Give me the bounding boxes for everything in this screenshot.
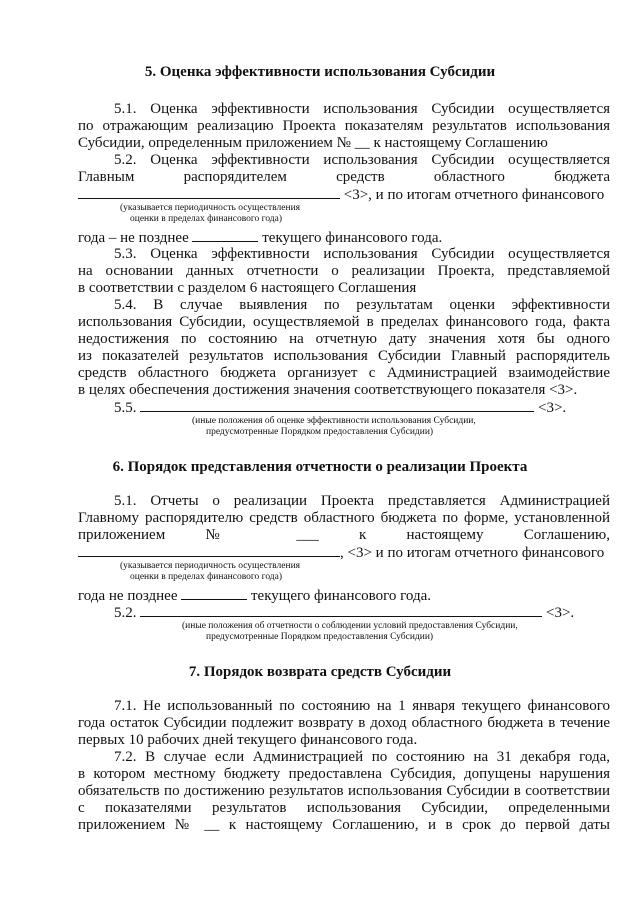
p5-1-line-2: по отражающим реализацию Проекта показателям результатов использования bbox=[78, 118, 610, 134]
p5-5-blank bbox=[140, 398, 534, 412]
p5-3-line-3: в соответствии с разделом 6 настоящего Соглашения bbox=[78, 280, 417, 296]
p5-2-note-1: (указывается периодичность осуществления bbox=[120, 203, 301, 213]
p6-2-blank bbox=[140, 603, 542, 617]
p5-5-note-2: предусмотренные Порядком предоставления Субсидии) bbox=[206, 427, 434, 437]
report-period-blank bbox=[78, 543, 340, 557]
p5-4-line-1: 5.4. В случае выявления по результатам оценки эффективности bbox=[114, 297, 610, 313]
p5-2-line-1: 5.2. Оценка эффективности использования Субсидии осуществляется bbox=[114, 152, 610, 168]
p5-2-deadline-suffix: текущего финансового года. bbox=[262, 230, 443, 246]
p7-2-line-1: 7.2. В случае если Администрацией по состоянию на 31 декабря года, bbox=[114, 749, 610, 765]
p6-2-note-1: (иные положения об отчетности о соблюдении условий предоставления Субсидии, bbox=[182, 621, 518, 631]
p5-4-line-2: использования Субсидии, осуществляемой в пределах финансового года, факта bbox=[78, 314, 610, 330]
p7-2-line-3: обязательств по достижению результатов использования Субсидии в соответствии bbox=[78, 783, 610, 799]
p5-2-mid-text: <3>, и по итогам отчетного финансового bbox=[343, 187, 605, 203]
period-blank bbox=[78, 185, 340, 199]
p6-1-line-4 bbox=[78, 543, 604, 562]
p6-1-deadline-prefix: года не позднее bbox=[78, 588, 178, 604]
p6-1-line-3: приложением № ___ к настоящему Соглашению, bbox=[78, 527, 610, 543]
p6-1-note-2: оценки в пределах финансового года) bbox=[130, 572, 283, 582]
section-7-title: 7. Порядок возврата средств Субсидии bbox=[188, 664, 452, 680]
p5-2-line-3 bbox=[78, 185, 604, 204]
p5-3-line-1: 5.3. Оценка эффективности использования Субсидии осуществляется bbox=[114, 246, 610, 262]
p6-1-line-1: 5.1. Отчеты о реализации Проекта представляется Администрацией bbox=[114, 493, 610, 509]
p6-1-note-1: (указывается периодичность осуществления bbox=[120, 561, 301, 571]
p5-4-line-5: средств областного бюджета организует с Администрацией взаимодействие bbox=[78, 365, 610, 381]
p5-4-line-6: в целях обеспечения достижения значения соответствующего показателя <3>. bbox=[78, 382, 578, 398]
p5-1-line-3: Субсидии, определенным приложением № __ к настоящему Соглашению bbox=[78, 135, 548, 151]
p5-5-note-1: (иные положения об оценке эффективности использования Субсидии, bbox=[192, 416, 476, 426]
p5-1-line-1: 5.1. Оценка эффективности использования Субсидии осуществляется bbox=[114, 101, 610, 117]
p6-1-line-2: Главному распорядителю средств областного бюджета по форме, установленной bbox=[78, 510, 610, 526]
section-5-title: 5. Оценка эффективности использования Субсидии bbox=[144, 64, 496, 80]
p6-2-label: 5.2. bbox=[114, 605, 137, 621]
p5-2-deadline-prefix: года – не позднее bbox=[78, 230, 189, 246]
p5-3-line-2: на основании данных отчетности о реализации Проекта, представляемой bbox=[78, 263, 610, 279]
p7-2-line-4: с показателями результатов использования Субсидии, определенными bbox=[78, 800, 610, 816]
p6-2-note-2: предусмотренные Порядком предоставления Субсидии) bbox=[206, 632, 434, 642]
p5-5-label: 5.5. bbox=[114, 400, 137, 416]
p7-1-line-3: первых 10 рабочих дней текущего финансового года. bbox=[78, 732, 418, 748]
p5-4-line-3: недостижения по состоянию на отчетную дату значения хотя бы одного bbox=[78, 331, 610, 347]
p6-1-mid-text: , <3> и по итогам отчетного финансового bbox=[340, 545, 605, 561]
p5-5-end: <3>. bbox=[538, 400, 567, 416]
p7-1-line-1: 7.1. Не использованный по состоянию на 1 января текущего финансового bbox=[114, 698, 610, 714]
p5-4-line-4: из показателей результатов использования Субсидии Главный распорядитель bbox=[78, 348, 610, 364]
p5-2-note-2: оценки в пределах финансового года) bbox=[130, 214, 283, 224]
report-deadline-blank bbox=[181, 586, 247, 600]
deadline-blank bbox=[192, 228, 258, 242]
p6-2-end: <3>. bbox=[546, 605, 575, 621]
p6-2-line bbox=[114, 603, 574, 622]
p7-2-line-5: приложением № __ к настоящему Соглашению, и в срок до первой даты bbox=[78, 817, 610, 833]
p7-1-line-2: года остаток Субсидии подлежит возврату в доход областного бюджета в течение bbox=[78, 715, 610, 731]
p7-2-line-2: в котором местному бюджету предоставлена Субсидия, допущены нарушения bbox=[78, 766, 610, 782]
p5-2-line-2: Главным распорядителем средств областного бюджета bbox=[78, 169, 610, 185]
p6-1-deadline-suffix: текущего финансового года. bbox=[250, 588, 432, 604]
p5-5-line bbox=[114, 398, 566, 417]
section-6-title: 6. Порядок представления отчетности о реализации Проекта bbox=[112, 459, 528, 475]
